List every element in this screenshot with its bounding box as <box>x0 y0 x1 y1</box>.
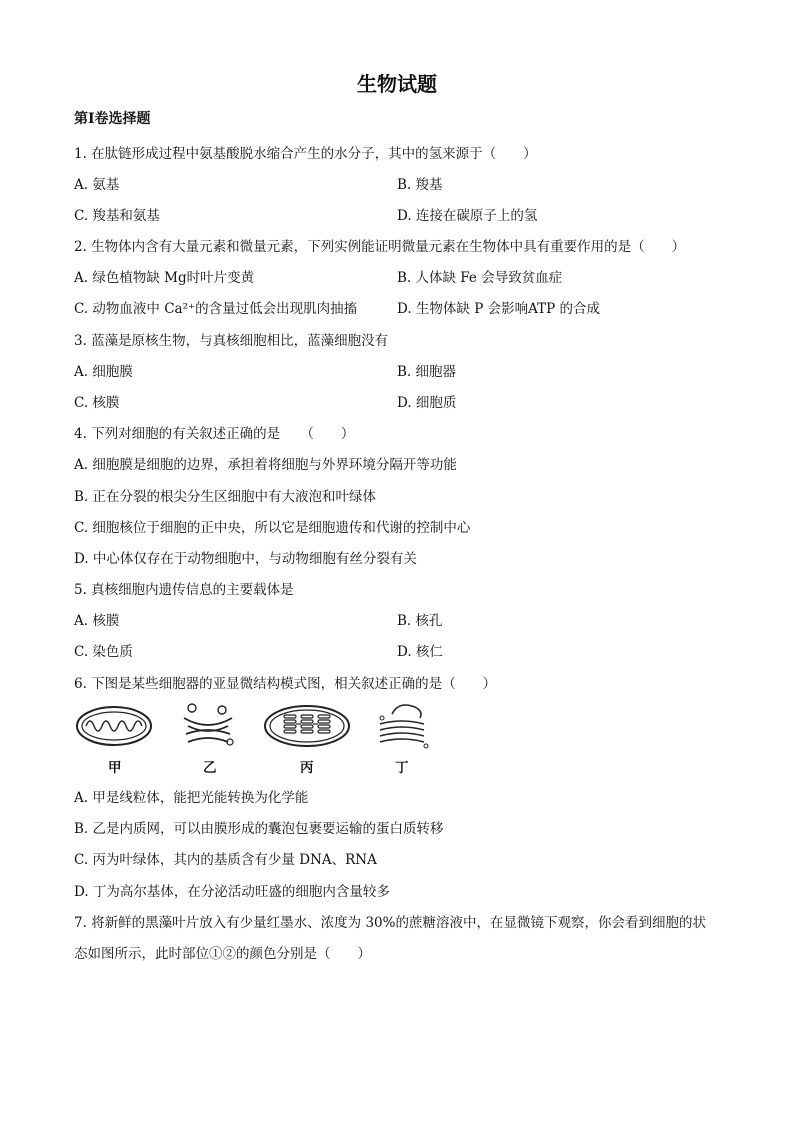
question-5-option-d: D. 核仁 <box>397 644 443 660</box>
section-heading: 第Ⅰ卷选择题 <box>74 111 151 127</box>
question-3-option-b: B. 细胞器 <box>397 364 457 380</box>
question-2-stem: 2. 生物体内含有大量元素和微量元素，下列实例能证明微量元素在生物体中具有重要作用的是（ ） <box>74 239 686 255</box>
question-3-option-c: C. 核膜 <box>74 395 120 411</box>
question-3-option-a: A. 细胞膜 <box>74 364 133 380</box>
question-2-option-a: A. 绿色植物缺 Mg时叶片变黄 <box>74 270 255 286</box>
question-5-option-b: B. 核孔 <box>397 613 443 629</box>
question-5-option-a: A. 核膜 <box>74 613 120 629</box>
figure-label-jia: 甲 <box>108 760 122 776</box>
question-4-option-d: D. 中心体仅存在于动物细胞中，与动物细胞有丝分裂有关 <box>74 551 417 567</box>
question-6-option-a: A. 甲是线粒体，能把光能转换为化学能 <box>74 790 309 806</box>
figure-label-yi: 乙 <box>203 760 217 776</box>
question-6-option-b: B. 乙是内质网，可以由膜形成的囊泡包裹要运输的蛋白质转移 <box>74 821 444 837</box>
chloroplast-figure <box>262 703 352 749</box>
question-7-stem-line-1: 7. 将新鲜的黑藻叶片放入有少量红墨水、浓度为 30%的蔗糖溶液中，在显微镜下观察，你会看到细胞的状 <box>74 915 706 931</box>
question-6-option-c: C. 丙为叶绿体，其内的基质含有少量 DNA、RNA <box>74 852 377 868</box>
question-2-option-c: C. 动物血液中 Ca²⁺的含量过低会出现肌肉抽搐 <box>74 301 358 317</box>
question-1-option-b: B. 羧基 <box>397 177 443 193</box>
question-1-stem: 1. 在肽链形成过程中氨基酸脱水缩合产生的水分子，其中的氢来源于（ ） <box>74 146 537 162</box>
golgi-figure <box>372 700 432 752</box>
question-4-option-b: B. 正在分裂的根尖分生区细胞中有大液泡和叶绿体 <box>74 489 377 505</box>
figure-label-bing: 丙 <box>300 760 314 776</box>
question-4-stem: 4. 下列对细胞的有关叙述正确的是 （ ） <box>74 426 355 442</box>
mitochondrion-figure <box>74 703 154 749</box>
page-title: 生物试题 <box>357 72 437 96</box>
question-4-option-c: C. 细胞核位于细胞的正中央，所以它是细胞遗传和代谢的控制中心 <box>74 520 471 536</box>
question-5-stem: 5. 真核细胞内遗传信息的主要载体是 <box>74 582 294 598</box>
endoplasmic-reticulum-figure <box>178 700 238 752</box>
question-7-stem-line-2: 态如图所示，此时部位①②的颜色分别是（ ） <box>74 946 371 962</box>
question-3-stem: 3. 蓝藻是原核生物，与真核细胞相比，蓝藻细胞没有 <box>74 333 389 349</box>
question-1-option-d: D. 连接在碳原子上的氢 <box>397 208 538 224</box>
question-6-option-d: D. 丁为高尔基体，在分泌活动旺盛的细胞内含量较多 <box>74 884 390 900</box>
question-3-option-d: D. 细胞质 <box>397 395 457 411</box>
question-6-stem: 6. 下图是某些细胞器的亚显微结构模式图，相关叙述正确的是（ ） <box>74 676 497 692</box>
question-4-option-a: A. 细胞膜是细胞的边界，承担着将细胞与外界环境分隔开等功能 <box>74 457 457 473</box>
question-2-option-b: B. 人体缺 Fe 会导致贫血症 <box>397 270 563 286</box>
figure-label-ding: 丁 <box>395 760 409 776</box>
question-5-option-c: C. 染色质 <box>74 644 133 660</box>
question-2-option-d: D. 生物体缺 P 会影响ATP 的合成 <box>397 301 600 317</box>
question-1-option-c: C. 羧基和氨基 <box>74 208 160 224</box>
question-1-option-a: A. 氨基 <box>74 177 120 193</box>
